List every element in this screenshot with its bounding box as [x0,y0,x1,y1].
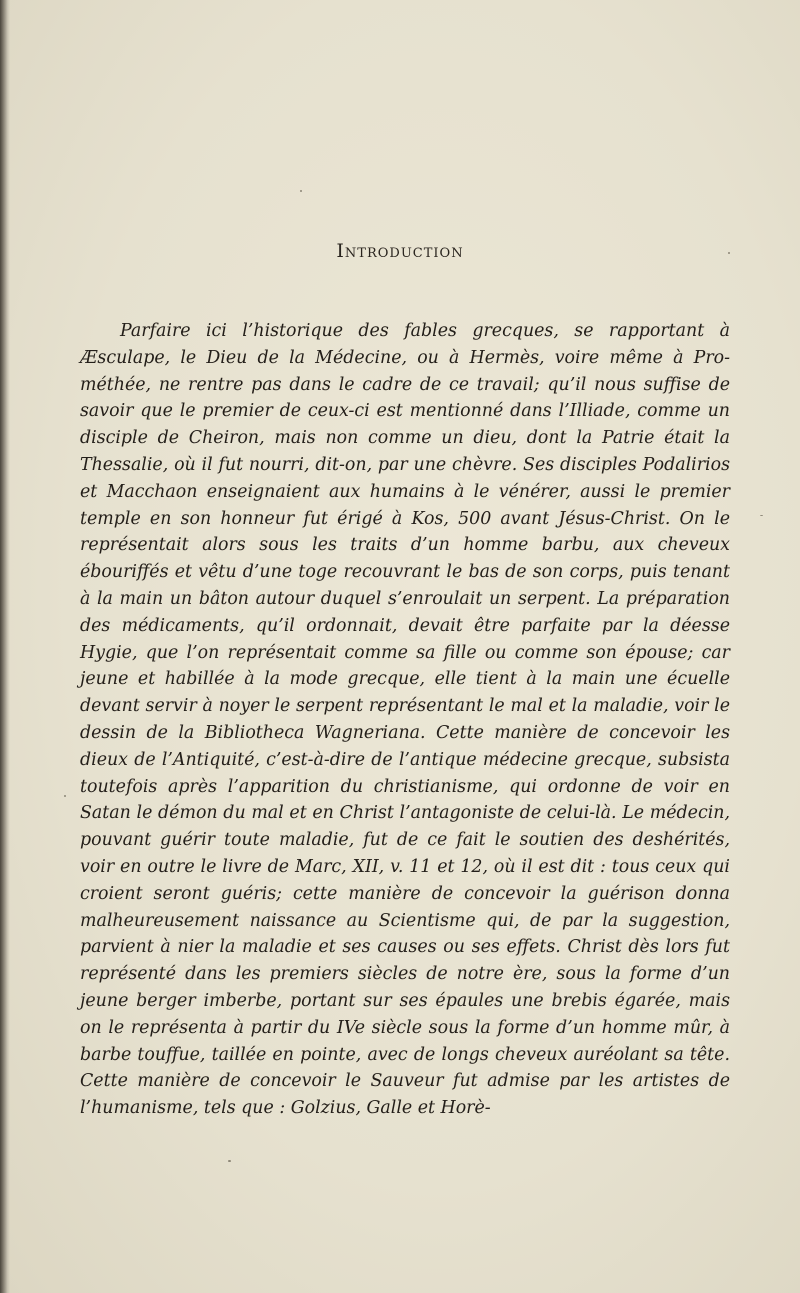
binding-edge [0,0,10,1293]
page-title: Introduction [336,240,464,262]
paper-speck [760,515,763,516]
paper-speck [228,1160,231,1162]
paper-speck [64,795,66,797]
body-text [80,318,730,1122]
paper-speck [300,190,302,192]
paragraph: Parfaire ici l’historique des fables grecques, se rapportant à Æsculape, le Dieu de la Médecine, ou à Hermès, voire même à Prométhée, ne rentre pas dans le cadre de ce travail; qu’il nous suffise de savoir que le premier de ceux-ci est mentionné dans l’Illiade, comme un disciple de Cheiron, mais non comme un dieu, dont la Patrie était la Thessalie, où il fut nourri, dit-on, par une chèvre. Ses disciples Podalirios et Macchaon enseignaient aux humains à le vénérer, aussi le premier temple en son honneur fut érigé à Kos, 500 avant Jésus-Christ. On le représentait alors sous les traits d’un homme barbu, aux cheveux ébouriffés et vêtu d’une toge recouvrant le bas de son corps, puis tenant à la main un bâton autour duquel s’enroulait un serpent. La préparation des médicaments, qu’il ordonnait, devait être parfaite par la déesse Hygie, que l’on représentait comme sa fille ou comme son épouse; car jeune et habillée à la mode grecque, elle tient à la main une écuelle devant servir à noyer le serpent représentant le mal et la maladie, voir le dessin de la Bibliotheca Wagneriana. Cette manière de concevoir les dieux de l’Antiquité, c’est-à-dire de l’antique médecine grecque, subsista toutefois après l’apparition du christianisme, qui ordonne de voir en Satan le démon du mal et en Christ l’antagoniste de celui-là. Le médecin, pouvant guérir toute maladie, fut de ce fait le soutien des deshérités, voir en outre le livre de Marc, XII, v. 11 et 12, où il est dit : tous ceux qui croient seront guéris; cette manière de concevoir la guérison donna malheureusement naissance au Scientisme qui, de par la suggestion, parvient à nier la maladie et ses causes ou ses effets. Christ dès lors fut représenté dans les premiers siècles de notre ère, sous la forme d’un jeune berger imberbe, portant sur ses épaules une brebis égarée, mais on le représenta à partir du IVe siècle sous la forme d’un homme mûr, à barbe touffue, taillée en pointe, avec de longs cheveux auréolant sa tête. Cette manière de concevoir le Sauveur fut admise par les artistes de l’humanisme, tels que : Golzius, Galle et Horè- [80,321,730,1119]
